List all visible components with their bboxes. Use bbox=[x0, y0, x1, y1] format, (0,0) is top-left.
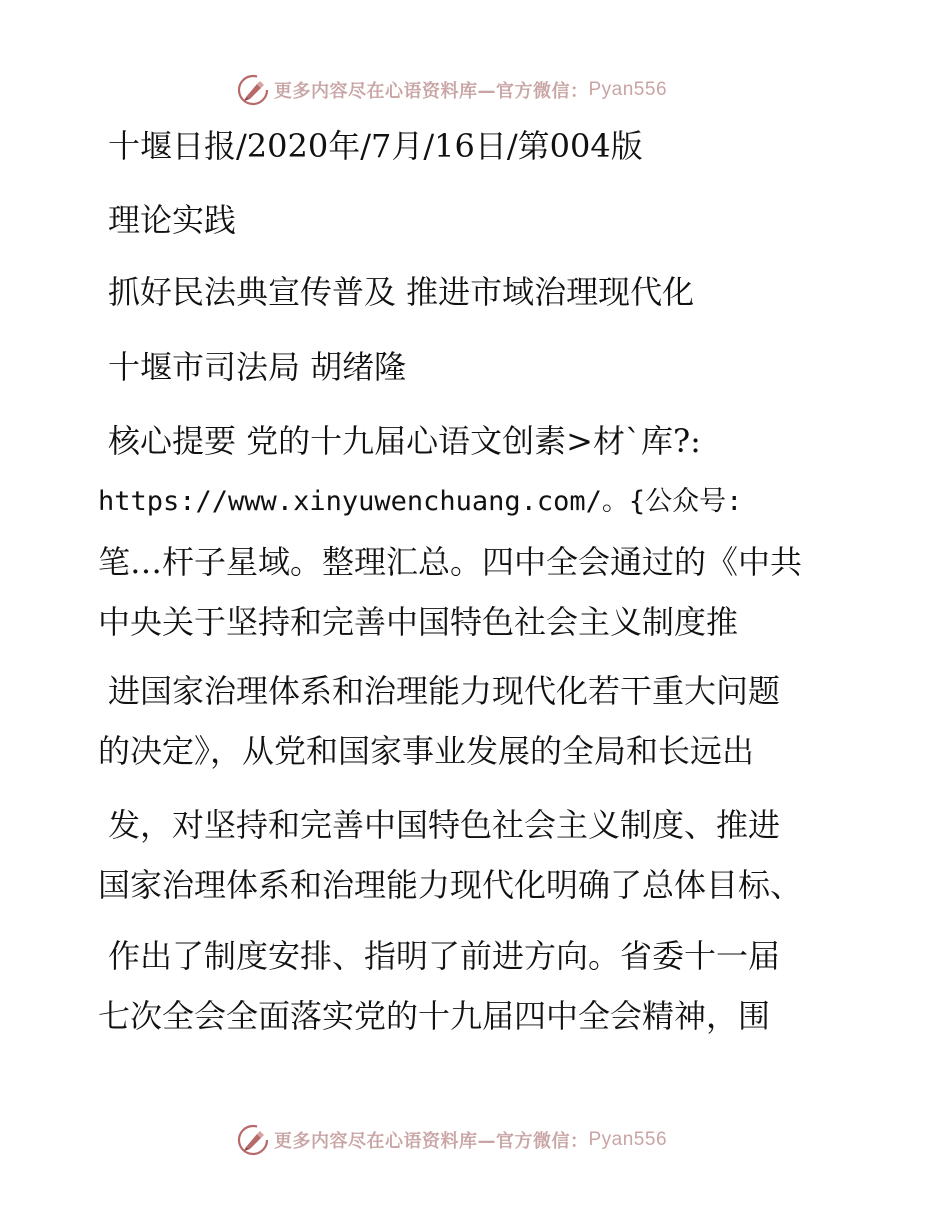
watermark-footer bbox=[236, 1122, 667, 1158]
article-title: 抓好民法典宣传普及 推进市域治理现代化 bbox=[108, 273, 695, 311]
body-line: 发，对坚持和完善中国特色社会主义制度、推进 bbox=[108, 806, 781, 844]
body-line: 核心提要 党的十九届心语文创素>材`库?: bbox=[108, 422, 701, 460]
body-line: 作出了制度安排、指明了前进方向。省委十一届 bbox=[108, 937, 781, 975]
pen-nib-logo-icon bbox=[236, 73, 270, 107]
watermark-text: 更多内容尽在心语资料库—官方微信： bbox=[274, 81, 589, 102]
body-line: 国家治理体系和治理能力现代化明确了总体目标、 bbox=[98, 866, 803, 904]
watermark-text: 更多内容尽在心语资料库—官方微信： bbox=[274, 1131, 589, 1152]
body-line: 七次全会全面落实党的十九届四中全会精神，围 bbox=[98, 997, 771, 1035]
article-author: 十堰市司法局 胡绪隆 bbox=[108, 348, 407, 386]
body-line: 的决定》，从党和国家事业发展的全局和长远出 bbox=[98, 732, 755, 770]
watermark-header bbox=[236, 72, 667, 108]
body-line: 笔…杆子星域。整理汇总。四中全会通过的《中共 bbox=[98, 543, 803, 581]
section-heading: 理论实践 bbox=[108, 201, 237, 239]
watermark-handle: Pyan556 bbox=[588, 1129, 668, 1150]
body-line: 中央关于坚持和完善中国特色社会主义制度推 bbox=[98, 603, 739, 641]
dateline: 十堰日报/2020年/7月/16日/第004版 bbox=[108, 127, 643, 165]
pen-nib-logo-icon bbox=[236, 1123, 270, 1157]
watermark-handle: Pyan556 bbox=[588, 79, 668, 100]
body-line-url: https://www.xinyuwenchuang.com/。{公众号: bbox=[98, 486, 743, 517]
body-line: 进国家治理体系和治理能力现代化若干重大问题 bbox=[108, 672, 781, 710]
